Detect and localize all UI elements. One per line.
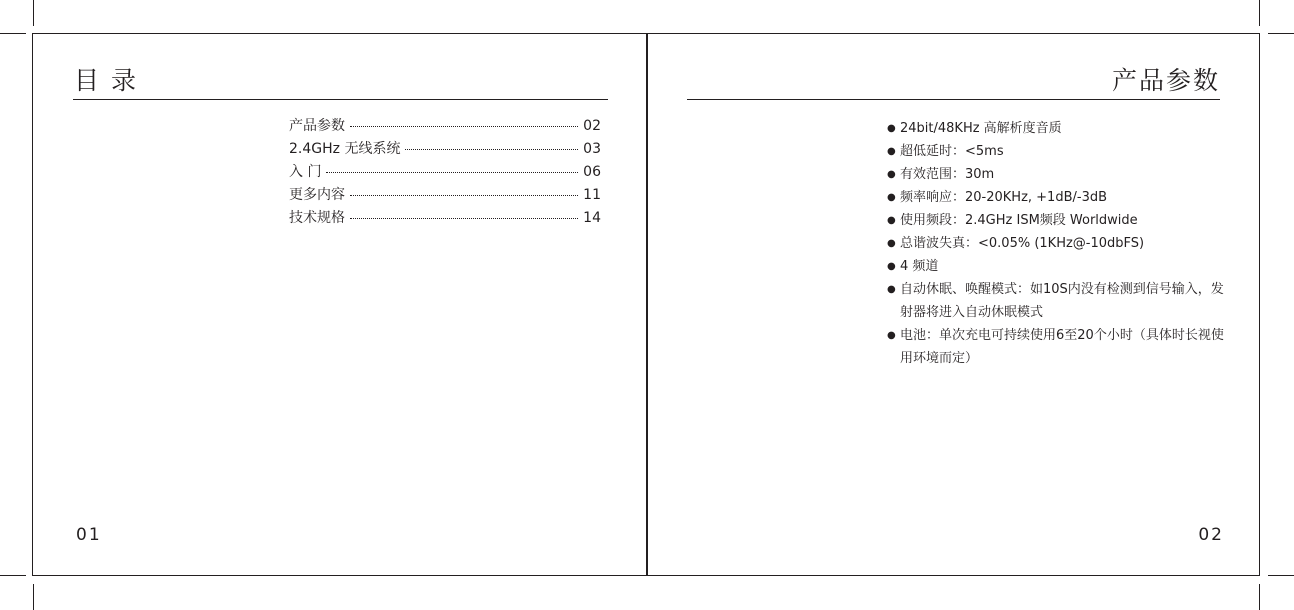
crop-mark bbox=[1259, 584, 1260, 610]
spec-item bbox=[887, 232, 1227, 255]
toc-entry-label: 2.4GHz 无线系统 bbox=[289, 141, 401, 157]
spec-list bbox=[887, 117, 1227, 370]
bullet-icon: ● bbox=[887, 215, 896, 226]
bullet-icon: ● bbox=[887, 330, 896, 341]
toc-entry-label: 产品参数 bbox=[289, 118, 345, 134]
spec-text: 总谐波失真：<0.05% (1KHz@-10dbFS) bbox=[900, 236, 1145, 251]
page-divider bbox=[646, 33, 648, 576]
crop-mark bbox=[1268, 575, 1294, 576]
title-rule bbox=[687, 99, 1220, 100]
toc-entry-label: 更多内容 bbox=[289, 187, 345, 203]
bullet-icon: ● bbox=[887, 238, 896, 249]
spec-item bbox=[887, 324, 1227, 370]
dot-leader bbox=[405, 149, 578, 150]
table-of-contents bbox=[289, 117, 601, 232]
page-number-left: 01 bbox=[76, 525, 102, 545]
page-number-right: 02 bbox=[1198, 525, 1224, 545]
crop-mark bbox=[0, 33, 26, 34]
toc-entry-page: 02 bbox=[583, 118, 601, 134]
spec-text: 电池：单次充电可持续使用6至20个小时（具体时长视使用环境而定） bbox=[900, 328, 1224, 366]
section-title: 产品参数 bbox=[1111, 66, 1220, 95]
toc-entry[interactable] bbox=[289, 163, 601, 186]
spec-text: 超低延时：<5ms bbox=[900, 144, 1004, 159]
toc-entry[interactable] bbox=[289, 209, 601, 232]
toc-entry[interactable] bbox=[289, 117, 601, 140]
bullet-icon: ● bbox=[887, 192, 896, 203]
dot-leader bbox=[326, 172, 578, 173]
crop-mark bbox=[0, 575, 26, 576]
spec-item bbox=[887, 140, 1227, 163]
spec-item bbox=[887, 163, 1227, 186]
spec-item bbox=[887, 117, 1227, 140]
spec-text: 频率响应：20-20KHz, +1dB/-3dB bbox=[900, 190, 1108, 205]
spec-text: 24bit/48KHz 高解析度音质 bbox=[900, 121, 1062, 136]
title-rule bbox=[73, 99, 608, 100]
bullet-icon: ● bbox=[887, 169, 896, 180]
toc-title: 目 录 bbox=[74, 66, 138, 95]
toc-entry[interactable] bbox=[289, 140, 601, 163]
spec-item bbox=[887, 278, 1227, 324]
spec-text: 有效范围：30m bbox=[900, 167, 995, 182]
crop-mark bbox=[1268, 33, 1294, 34]
bullet-icon: ● bbox=[887, 123, 896, 134]
toc-entry-page: 11 bbox=[583, 187, 601, 203]
crop-mark bbox=[1259, 0, 1260, 26]
dot-leader bbox=[350, 218, 578, 219]
toc-entry-page: 14 bbox=[583, 210, 601, 226]
spec-item bbox=[887, 255, 1227, 278]
spec-item bbox=[887, 209, 1227, 232]
spec-text: 4 频道 bbox=[900, 259, 939, 274]
spec-text: 使用频段：2.4GHz ISM频段 Worldwide bbox=[900, 213, 1138, 228]
crop-mark bbox=[33, 0, 34, 26]
spec-text: 自动休眠、唤醒模式：如10S内没有检测到信号输入，发射器将进入自动休眠模式 bbox=[900, 282, 1224, 320]
toc-entry-label: 技术规格 bbox=[289, 210, 345, 226]
dot-leader bbox=[350, 195, 578, 196]
toc-entry-label: 入 门 bbox=[289, 164, 322, 180]
toc-entry[interactable] bbox=[289, 186, 601, 209]
dot-leader bbox=[350, 126, 578, 127]
bullet-icon: ● bbox=[887, 261, 896, 272]
toc-entry-page: 03 bbox=[583, 141, 601, 157]
bullet-icon: ● bbox=[887, 146, 896, 157]
bullet-icon: ● bbox=[887, 284, 896, 295]
toc-entry-page: 06 bbox=[583, 164, 601, 180]
spec-item bbox=[887, 186, 1227, 209]
crop-mark bbox=[33, 584, 34, 610]
